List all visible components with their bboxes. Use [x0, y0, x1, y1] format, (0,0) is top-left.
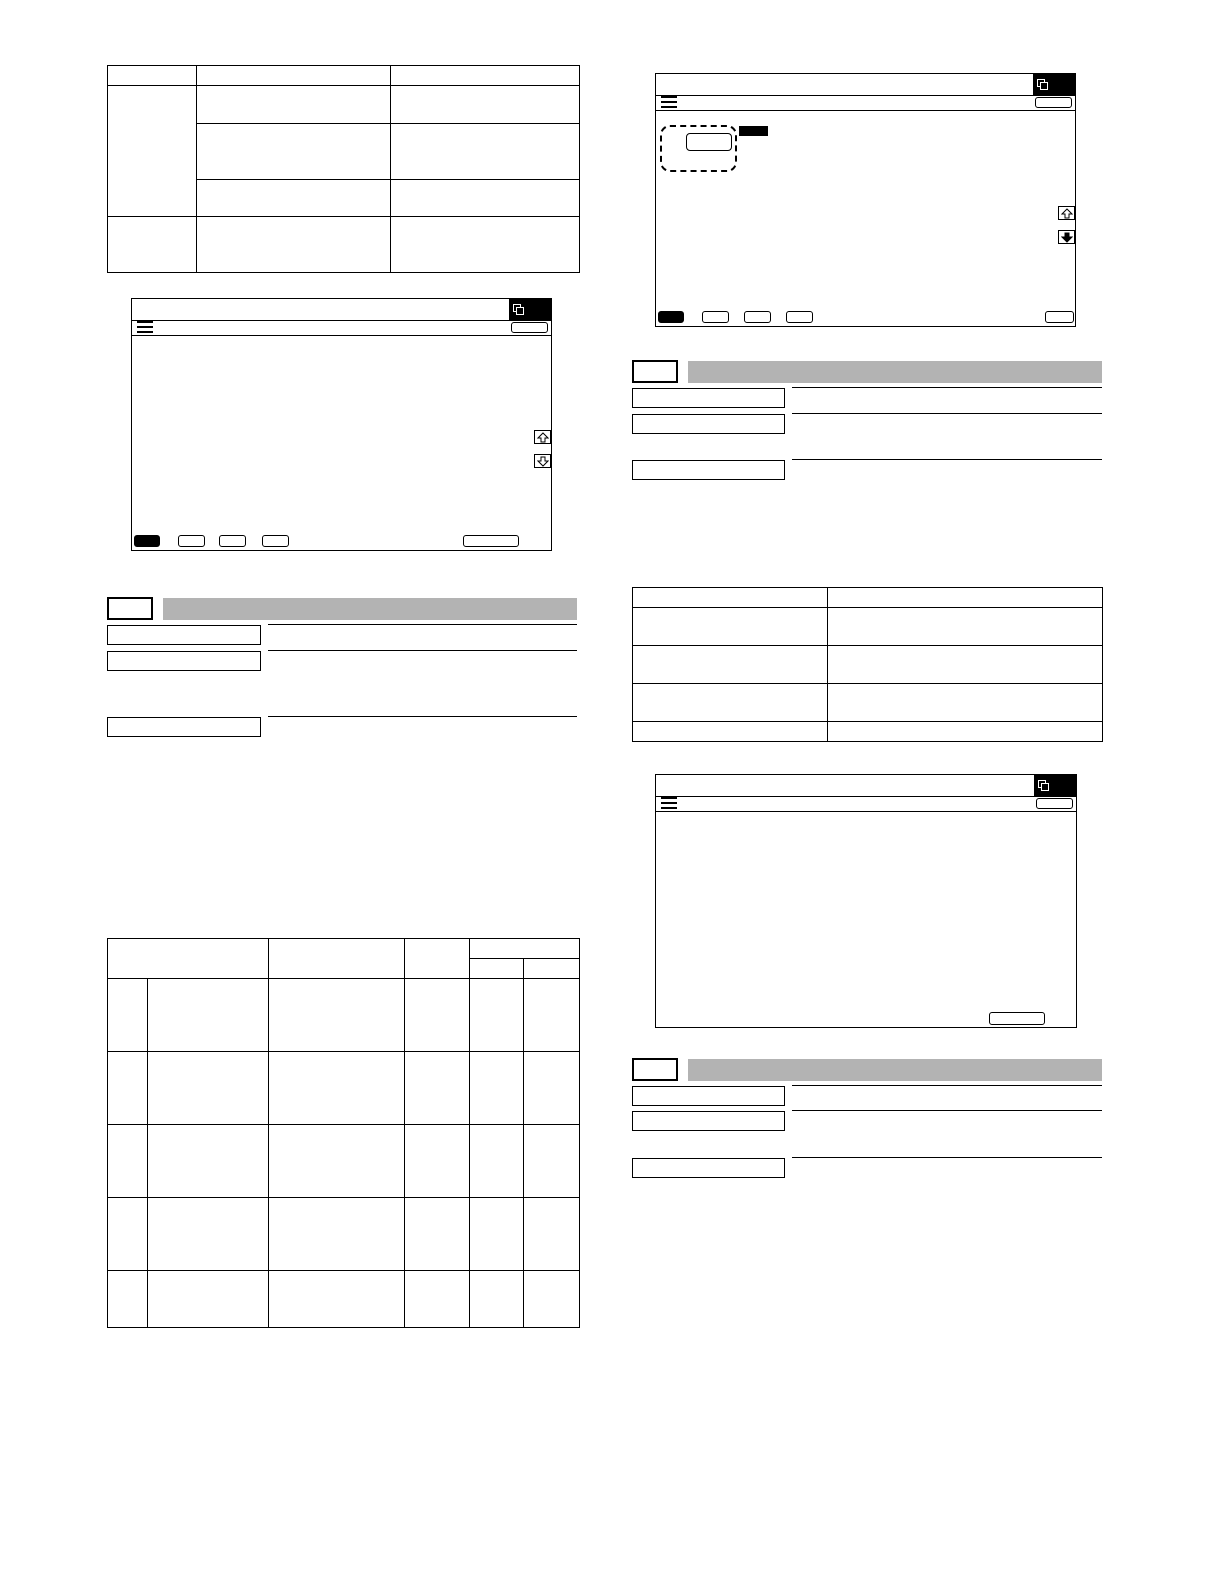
table-cell	[108, 66, 197, 86]
table-cell	[633, 722, 828, 742]
table-cell	[108, 86, 197, 217]
header-button[interactable]	[1036, 798, 1073, 809]
table-cell	[470, 1198, 524, 1271]
field-rule	[792, 1157, 1102, 1158]
table-cell	[470, 1271, 524, 1328]
table-cell	[470, 1125, 524, 1198]
table-cell	[269, 1198, 405, 1271]
table-cell	[148, 1198, 269, 1271]
field-rule	[268, 624, 577, 625]
table-cell	[148, 1125, 269, 1198]
footer-button[interactable]	[1045, 311, 1074, 323]
section-title-band	[688, 361, 1102, 383]
table-cell	[633, 608, 828, 646]
selected-value-badge	[739, 126, 768, 136]
table-cell	[828, 684, 1103, 722]
arrow-up-icon	[1061, 208, 1073, 219]
table-cell	[633, 588, 828, 608]
field-rule	[268, 650, 577, 651]
field-label-box	[632, 388, 785, 408]
table-cell	[524, 1125, 580, 1198]
table-row	[108, 1198, 148, 1271]
tab-1[interactable]	[134, 535, 160, 547]
screen-title-bar	[656, 775, 1076, 797]
table-cell	[470, 939, 580, 959]
table-cell	[108, 217, 197, 273]
table-cell	[391, 180, 580, 217]
table-cell	[524, 959, 580, 979]
table-cell	[108, 939, 269, 979]
table-cell	[148, 1052, 269, 1125]
screen-3	[655, 774, 1077, 1028]
table-cell	[470, 1052, 524, 1125]
highlighted-setting-button[interactable]	[686, 133, 732, 151]
menu-icon[interactable]	[137, 321, 153, 333]
table-cell	[391, 124, 580, 180]
field-label-box	[632, 1158, 785, 1178]
arrow-down-icon	[537, 456, 549, 467]
top-left-table	[107, 65, 580, 273]
tab-2[interactable]	[178, 535, 205, 547]
tab-2[interactable]	[702, 311, 729, 323]
screen-2	[655, 73, 1076, 327]
tab-1[interactable]	[658, 311, 684, 323]
screen-title-bar	[132, 299, 551, 321]
table-row	[108, 979, 148, 1052]
table-cell	[197, 217, 391, 273]
table-cell	[524, 1271, 580, 1328]
table-cell	[828, 588, 1103, 608]
table-cell	[148, 1271, 269, 1328]
field-label-box	[107, 625, 261, 645]
table-cell	[269, 1271, 405, 1328]
right-table	[632, 587, 1103, 742]
table-cell	[197, 66, 391, 86]
screen-toolbar	[656, 796, 1076, 812]
table-cell	[405, 979, 470, 1052]
table-cell	[470, 959, 524, 979]
field-rule	[792, 459, 1102, 460]
table-cell	[633, 684, 828, 722]
table-cell	[524, 979, 580, 1052]
tab-3[interactable]	[744, 311, 771, 323]
section-code-box	[107, 597, 153, 620]
table-row	[108, 1125, 148, 1198]
tab-4[interactable]	[262, 535, 289, 547]
field-rule	[792, 413, 1102, 414]
section-title-band	[163, 598, 577, 620]
table-cell	[405, 1271, 470, 1328]
table-cell	[391, 217, 580, 273]
arrow-up-icon	[537, 432, 549, 443]
field-label-box	[632, 414, 785, 434]
table-cell	[197, 86, 391, 124]
field-label-box	[107, 651, 261, 671]
section-code-box	[632, 360, 678, 383]
footer-button[interactable]	[463, 535, 519, 547]
copy-mode-icon[interactable]	[1034, 775, 1076, 796]
table-cell	[633, 646, 828, 684]
field-label-box	[632, 1111, 785, 1131]
field-rule	[792, 1110, 1102, 1111]
header-button[interactable]	[511, 322, 548, 333]
table-cell	[828, 722, 1103, 742]
table-cell	[405, 1125, 470, 1198]
scroll-up-button[interactable]	[534, 430, 551, 444]
table-cell	[828, 608, 1103, 646]
screen-toolbar	[132, 320, 551, 336]
table-cell	[405, 1052, 470, 1125]
menu-icon[interactable]	[661, 797, 677, 809]
table-cell	[405, 1198, 470, 1271]
table-cell	[269, 1125, 405, 1198]
scroll-down-button[interactable]	[1058, 230, 1075, 244]
field-label-box	[632, 1086, 785, 1106]
screen-toolbar	[656, 95, 1075, 111]
table-cell	[269, 1052, 405, 1125]
table-cell	[269, 939, 405, 979]
menu-icon[interactable]	[661, 96, 677, 108]
table-cell	[828, 646, 1103, 684]
table-cell	[148, 979, 269, 1052]
table-cell	[197, 180, 391, 217]
table-cell	[524, 1052, 580, 1125]
screen-1	[131, 298, 552, 551]
arrow-down-icon	[1061, 232, 1073, 243]
table-cell	[524, 1198, 580, 1271]
scroll-down-button[interactable]	[534, 454, 551, 468]
field-label-box	[107, 717, 261, 737]
table-cell	[470, 979, 524, 1052]
table-row	[108, 1271, 148, 1328]
table-row	[108, 1052, 148, 1125]
copy-mode-icon[interactable]	[1033, 74, 1075, 95]
table-cell	[391, 86, 580, 124]
bottom-left-table	[107, 938, 580, 1328]
tab-3[interactable]	[219, 535, 246, 547]
screen-title-bar	[656, 74, 1075, 96]
header-button[interactable]	[1035, 97, 1072, 108]
table-cell	[197, 124, 391, 180]
field-rule	[792, 1085, 1102, 1086]
field-rule	[792, 387, 1102, 388]
tab-4[interactable]	[786, 311, 813, 323]
table-cell	[269, 979, 405, 1052]
section-title-band	[688, 1059, 1102, 1081]
field-rule	[268, 716, 577, 717]
field-label-box	[632, 460, 785, 480]
section-code-box	[632, 1058, 678, 1081]
table-cell	[405, 939, 470, 979]
copy-mode-icon[interactable]	[509, 299, 551, 320]
scroll-up-button[interactable]	[1058, 206, 1075, 220]
table-cell	[391, 66, 580, 86]
footer-button[interactable]	[989, 1012, 1045, 1025]
